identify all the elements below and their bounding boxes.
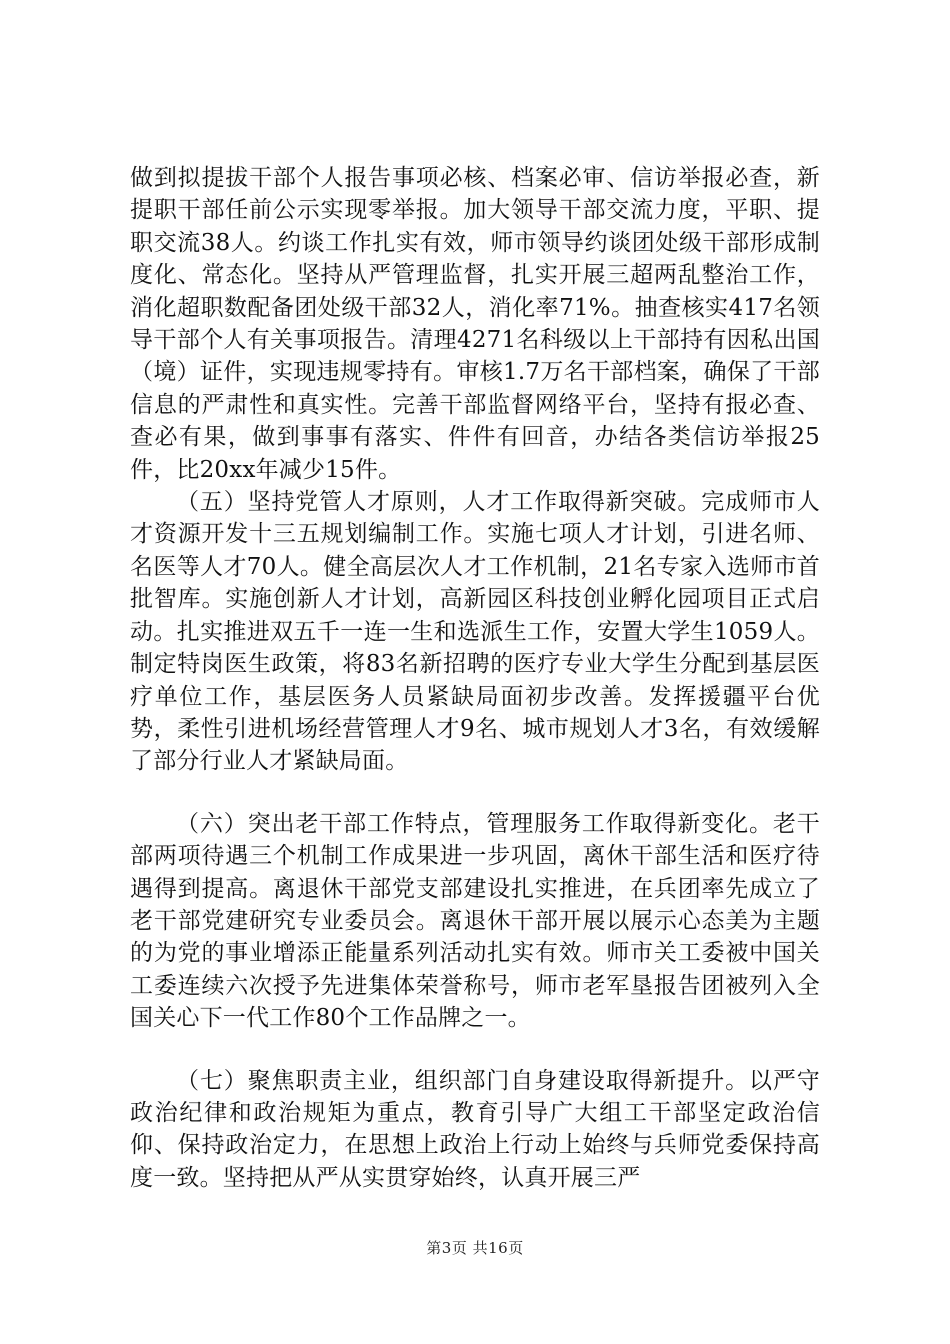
paragraph-gap — [130, 778, 820, 808]
paragraph-section-7: （七）聚焦职责主业，组织部门自身建设取得新提升。以严守政治纪律和政治规矩为重点，教育引导广大组工干部坚定政治信仰、保持政治定力，在思想上政治上行动上始终与兵师党委保持高度一致。坚持把从严从实贯穿始终，认真开展三严 — [130, 1067, 820, 1191]
paragraph-gap — [130, 1035, 820, 1065]
paragraph-continuation: 做到拟提拔干部个人报告事项必核、档案必审、信访举报必查，新提职干部任前公示实现零举报。加大领导干部交流力度，平职、提职交流38人。约谈工作扎实有效，师市领导约谈团处级干部形成制度化、常态化。坚持从严管理监督，扎实开展三超两乱整治工作，消化超职数配备团处级干部32人，消化率71%。抽查核实417名领导干部个人有关事项报告。清理4271名科级以上干部持有因私出国（境）证件，实现违规零持有。审核1.7万名干部档案，确保了干部信息的严肃性和真实性。完善干部监督网络平台，坚持有报必查、查必有果，做到事事有落实、件件有回音，办结各类信访举报25件，比20xx年减少15件。 — [130, 165, 820, 483]
paragraph-section-6: （六）突出老干部工作特点，管理服务工作取得新变化。老干部两项待遇三个机制工作成果进一步巩固，离休干部生活和医疗待遇得到提高。离退休干部党支部建设扎实推进，在兵团率先成立了老干部党建研究专业委员会。离退休干部开展以展示心态美为主题的为党的事业增添正能量系列活动扎实有效。师市关工委被中国关工委连续六次授予先进集体荣誉称号，师市老军垦报告团被列入全国关心下一代工作80个工作品牌之一。 — [130, 810, 820, 1032]
body-text — [130, 162, 820, 1194]
paragraph-section-5: （五）坚持党管人才原则，人才工作取得新突破。完成师市人才资源开发十三五规划编制工作。实施七项人才计划，引进名师、名医等人才70人。健全高层次人才工作机制，21名专家入选师市首批智库。实施创新人才计划，高新园区科技创业孵化园项目正式启动。扎实推进双五千一连一生和选派生工作，安置大学生1059人。制定特岗医生政策，将83名新招聘的医疗专业大学生分配到基层医疗单位工作，基层医务人员紧缺局面初步改善。发挥援疆平台优势，柔性引进机场经营管理人才9名、城市规划人才3名，有效缓解了部分行业人才紧缺局面。 — [130, 489, 820, 775]
page-footer: 第3页 共16页 — [426, 1239, 524, 1257]
